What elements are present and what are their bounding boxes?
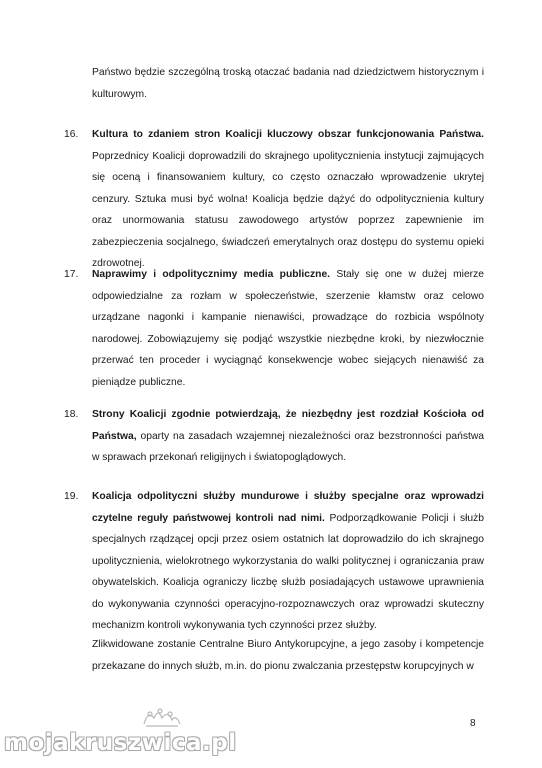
item-body [92,124,484,275]
item-text: oparty na zasadach wzajemnej niezależności oraz bezstronności państwa w sprawach przekonań religijnych i światopoglądowych. [92,430,484,463]
item-heading: Naprawimy i odpolitycznimy media publiczne. [92,269,331,280]
watermark-text: mojakruszwica.pl [4,730,237,756]
item-text: Stały się one w dużej mierze odpowiedzialne za rozłam w społeczeństwie, szerzenie kłamstw oraz celowo urządzane nagonki i kampanie nienawiści, prowadzące do rozbicia wspólnoty narodowej. Zobowiązujemy się podjąć wszystkie niezbędne kroki, by niezwłocznie przerwać ten proceder i wyciągnąć konsekwencje wobec siejących nienawiść za pieniądze publiczne. [92,269,484,388]
item-text: Poprzednicy Koalicji doprowadzili do skrajnego upolitycznienia instytucji zajmujących się oceną i finansowaniem kultury, co często oznaczało wprowadzenie ukrytej cenzury. Sztuka musi być wolna! Koalicja będzie dążyć do odpolitycznienia kultury oraz unormowania statusu zawodowego artystów poprzez zapewnienie im zabezpieczenia socjalnego, świadczeń emerytalnych oraz dostępu do systemu opieki zdrowotnej. [92,150,484,269]
item-body [92,404,484,469]
page-number: 8 [470,718,476,729]
item-number: 18. [64,409,79,420]
item-heading: Strony Koalicji zgodnie potwierdzają, że niezbędny jest rozdział Kościoła od Państwa, [92,409,484,442]
item-number: 17. [64,269,79,280]
watermark-logo-icon [138,704,184,730]
item-body [92,486,484,637]
continuation-paragraph: Zlikwidowane zostanie Centralne Biuro Antykorupcyjne, a jego zasoby i kompetencje przekazane do innych służb, m.in. do pionu zwalczania przestępstw korupcyjnych w [92,639,484,672]
item-text: Podporządkowanie Policji i służb specjalnych rządzącej opcji przez osiem ostatnich lat doprowadziło do ich skrajnego upolitycznienia, wielokrotnego wykorzystania do walki politycznej i ograniczania praw obywatelskich. Koalicja ograniczy liczbę służb posiadających ustawowe uprawnienia do wykonywania czynności operacyjno-rozpoznawczych oraz wprowadzi skuteczny mechanizm kontroli wykonywania tych czynności przez służby. [92,512,484,631]
item-body [92,264,484,393]
intro-paragraph: Państwo będzie szczególną troską otaczać badania nad dziedzictwem historycznym i kulturowym. [92,67,484,100]
item-number: 19. [64,491,79,502]
item-number: 16. [64,129,79,140]
item-heading: Koalicja odpolityczni służby mundurowe i służby specjalne oraz wprowadzi czytelne reguły państwowej kontroli nad nimi. [92,491,484,524]
item-heading: Kultura to zdaniem stron Koalicji kluczowy obszar funkcjonowania Państwa. [92,129,484,140]
